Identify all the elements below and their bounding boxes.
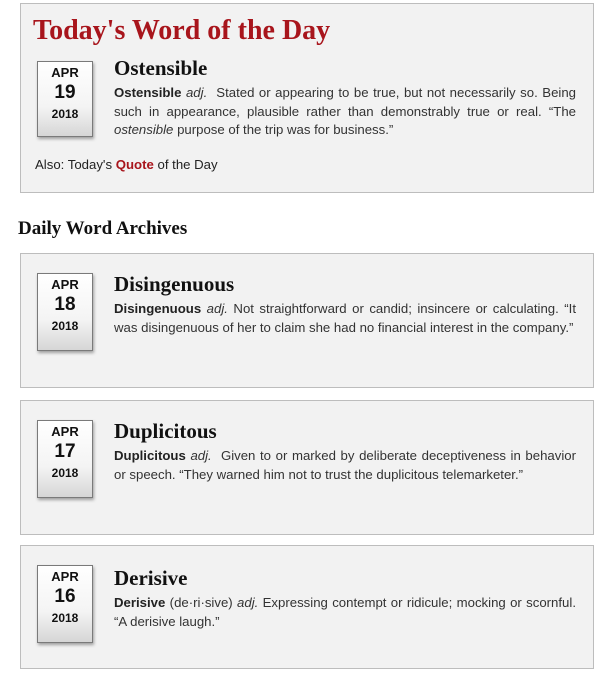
- definition-text: Expressing contempt or ridicule; mocking or scornful. “A derisive laugh.”: [114, 595, 576, 629]
- word-definition: [114, 84, 576, 140]
- definition-term: Ostensible: [114, 85, 182, 100]
- quote-of-the-day-link[interactable]: Quote: [115, 157, 154, 172]
- definition-term: Derisive: [114, 595, 166, 610]
- date-year: 2018: [51, 107, 79, 121]
- word-definition: [114, 594, 576, 631]
- date-month: APR: [51, 569, 79, 584]
- date-month: APR: [51, 424, 79, 439]
- part-of-speech: adj.: [237, 595, 259, 610]
- also-quote-line: [35, 156, 218, 174]
- date-badge: [37, 420, 93, 498]
- word-definition: [114, 447, 576, 484]
- date-month: APR: [51, 277, 79, 292]
- archive-entry-derisive: [20, 545, 594, 669]
- word-title[interactable]: Disingenuous: [114, 272, 235, 296]
- date-badge: [37, 61, 93, 137]
- date-month: APR: [51, 65, 79, 80]
- definition-text: Not straightforward or candid; insincere or calculating. “It was disingenuous of her to claim she had no financial interest in the company.”: [114, 301, 576, 335]
- page-title: Today's Word of the Day: [33, 15, 331, 46]
- archive-entry-duplicitous: [20, 400, 594, 535]
- date-day: 18: [54, 294, 76, 315]
- date-day: 19: [54, 82, 76, 103]
- part-of-speech: adj.: [185, 85, 208, 100]
- pronunciation: (de·ri·sive): [169, 595, 233, 610]
- example-close: purpose of the trip was for business.”: [177, 122, 394, 137]
- example-emphasis: ostensible: [114, 122, 174, 137]
- definition-term: Disingenuous: [114, 301, 202, 316]
- archives-heading: Daily Word Archives: [18, 218, 188, 239]
- example-open: “The: [548, 103, 576, 119]
- word-title[interactable]: Duplicitous: [114, 419, 217, 443]
- definition-text: Given to or marked by deliberate deceptiveness in behavior or speech. “They warned him not to trust the duplicitous telemarketer.”: [114, 448, 577, 482]
- archive-entry-disingenuous: [20, 253, 594, 388]
- word-title[interactable]: Ostensible: [114, 56, 208, 80]
- part-of-speech: adj.: [206, 301, 228, 316]
- also-prefix: Also: Today's: [35, 157, 113, 172]
- date-year: 2018: [51, 466, 79, 480]
- date-badge: [37, 273, 93, 351]
- word-title[interactable]: Derisive: [114, 566, 188, 590]
- definition-term: Duplicitous: [114, 448, 186, 463]
- date-day: 16: [54, 586, 76, 607]
- date-badge: [37, 565, 93, 643]
- also-suffix: of the Day: [157, 157, 218, 172]
- definition-text: Stated or appearing to be true, but not necessarily so. Being such in appearance, plausible rather than demonstrably true or real.: [114, 85, 577, 119]
- word-definition: [114, 300, 576, 337]
- date-year: 2018: [51, 611, 79, 625]
- date-day: 17: [54, 441, 76, 462]
- featured-word-box: [20, 3, 594, 193]
- date-year: 2018: [51, 319, 79, 333]
- part-of-speech: adj.: [190, 448, 212, 463]
